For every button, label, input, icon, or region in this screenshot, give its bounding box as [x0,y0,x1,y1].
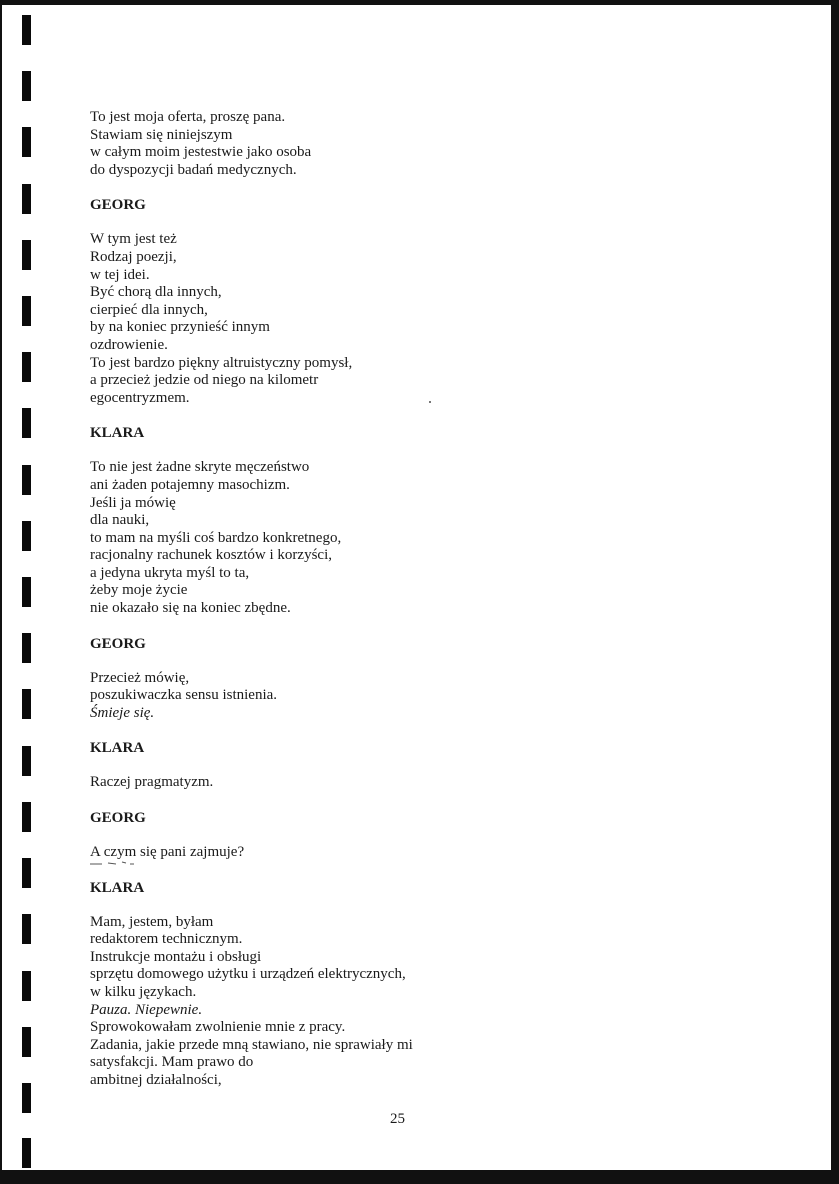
dialogue-line: do dyspozycji badań medycznych. [90,161,297,178]
line-gap [90,442,450,459]
dialogue-line: a przecież jedzie od niego na kilometr [90,372,319,389]
line-gap [90,792,450,809]
dialogue-line: Stawiam się niniejszym [90,126,233,143]
punch-mark [22,689,31,719]
punch-mark [22,352,31,382]
dialogue-line: Zadania, jakie przede mną stawiano, nie sprawiały mi [90,1036,413,1053]
punch-mark [22,296,31,326]
punch-mark [22,240,31,270]
punch-mark [22,914,31,944]
punch-mark [22,577,31,607]
dialogue-line: dla nauki, [90,512,150,529]
dialogue-line: żeby moje życie [90,582,188,599]
speaker-name: GEORG [90,197,146,214]
dialogue-line: Sprowokowałam zwolnienie mnie z pracy. [90,1019,346,1036]
dialogue-line: cierpieć dla innych, [90,301,208,318]
dialogue-line: egocentryzmem. [90,389,190,406]
dialogue-line: A czym się pani zajmuje? [90,844,245,861]
play-script-text [90,109,450,1090]
punch-mark [22,746,31,776]
dialogue-line: ambitnej działalności, [90,1071,222,1088]
punch-mark [22,71,31,101]
punch-mark [22,633,31,663]
dialogue-line: Instrukcje montażu i obsługi [90,948,262,965]
dialogue-line: To jest bardzo piękny altruistyczny pomysł, [90,354,353,371]
dialogue-line: satysfakcji. Mam prawo do [90,1054,254,1071]
dialogue-line: by na koniec przynieść innym [90,319,270,336]
dialogue-line: w tej idei. [90,266,150,283]
dialogue-line: W tym jest też [90,231,177,248]
punch-mark [22,1138,31,1168]
line-gap [90,827,450,844]
punch-mark [22,15,31,45]
line-gap [90,179,450,196]
dialogue-line: to mam na myśli coś bardzo konkretnego, [90,529,342,546]
punch-mark [22,971,31,1001]
dialogue-line: Rodzaj poezji, [90,248,177,265]
dialogue-line: Jeśli ja mówię [90,494,176,511]
dialogue-line: sprzętu domowego użytku i urządzeń elektrycznych, [90,966,406,983]
speaker-name: KLARA [90,740,145,757]
line-gap [90,618,450,635]
line-gap [90,722,450,739]
punch-mark [22,465,31,495]
line-gap [90,407,450,424]
punch-mark [22,858,31,888]
dialogue-line: nie okazało się na koniec zbędne. [90,600,291,617]
dialogue-line: Raczej pragmatyzm. [90,774,214,791]
page-number: 25 [390,1111,405,1127]
dialogue-line: redaktorem technicznym. [90,931,243,948]
punch-mark [22,1027,31,1057]
punch-mark [22,408,31,438]
line-gap [90,897,450,914]
speaker-name: GEORG [90,635,146,652]
line-gap [90,757,450,774]
dialogue-line: ozdrowienie. [90,336,168,353]
dialogue-line: To jest moja oferta, proszę pana. [90,109,286,125]
dialogue-line: racjonalny rachunek kosztów i korzyści, [90,547,332,564]
punch-mark [22,184,31,214]
dialogue-line: Przecież mówię, [90,669,190,686]
stage-direction: Pauza. Niepewnie. [90,1001,203,1018]
dialogue-line: w całym moim jestestwie jako osoba [90,144,312,161]
speaker-name: GEORG [90,810,146,827]
speaker-name: KLARA [90,879,145,896]
scan-smudge [88,860,148,866]
dialogue-line: a jedyna ukryta myśl to ta, [90,564,250,581]
stage-direction: Śmieje się. [90,704,155,721]
dialogue-line: Być chorą dla innych, [90,284,222,301]
dialogue-line: Mam, jestem, byłam [90,913,214,930]
punch-mark [22,127,31,157]
dialogue-line: ani żaden potajemny masochizm. [90,476,290,493]
punch-mark [22,802,31,832]
dialogue-line: w kilku językach. [90,984,197,1000]
line-gap [90,214,450,231]
scan-speck [429,401,431,403]
punch-mark [22,521,31,551]
punch-mark [22,1083,31,1113]
speaker-name: KLARA [90,425,145,442]
dialogue-line: poszukiwaczka sensu istnienia. [90,687,278,704]
line-gap [90,653,450,670]
dialogue-line: To nie jest żadne skryte męczeństwo [90,459,310,476]
